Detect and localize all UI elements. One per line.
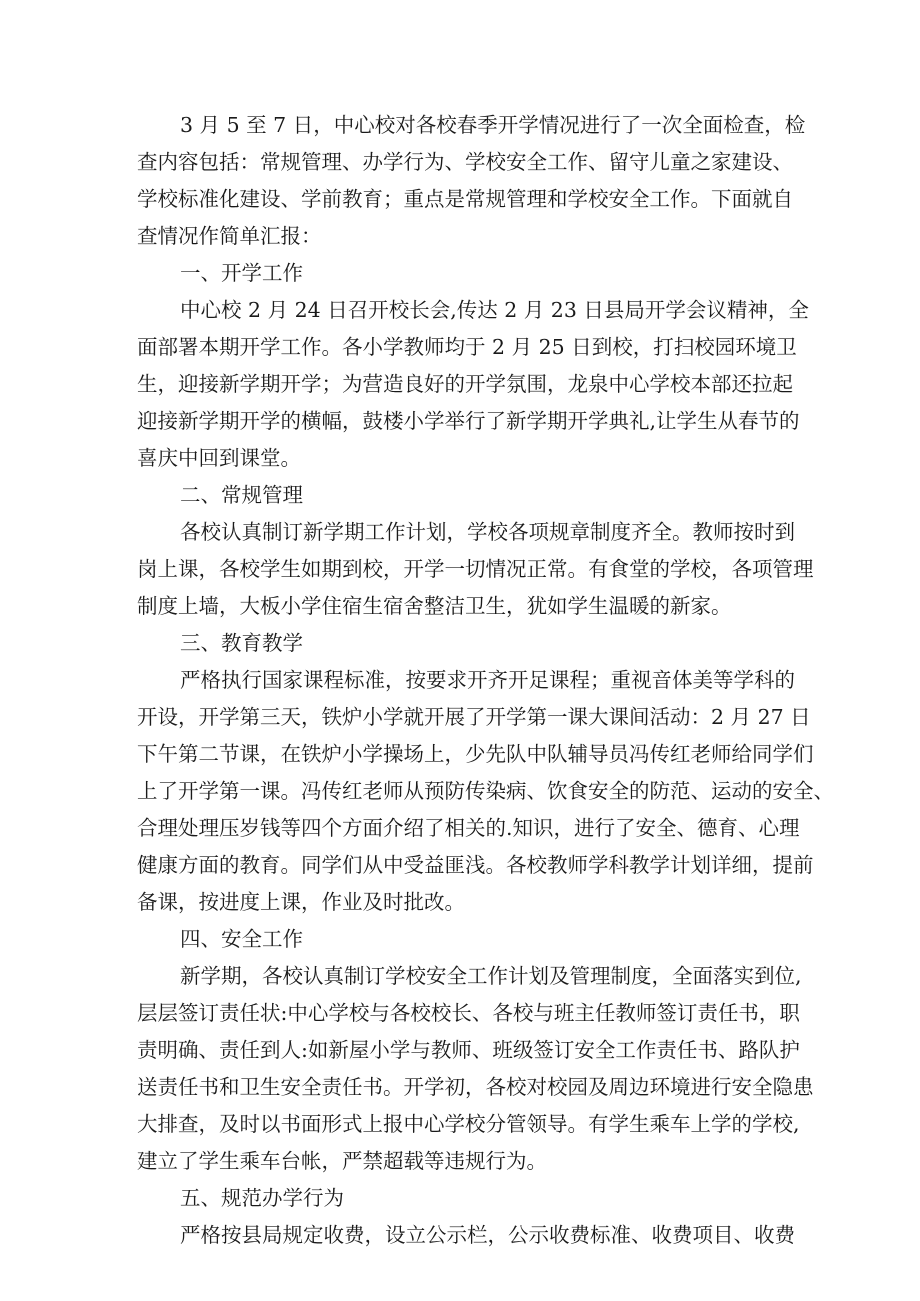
text-line: 严格执行国家课程标准，按要求开齐开足课程；重视音体美等学科的	[180, 668, 795, 692]
text-line: 送责任书和卫生安全责任书。开学初，各校对校园及周边环境进行安全隐患	[137, 1075, 814, 1099]
text-line: 学校标准化建设、学前教育；重点是常规管理和学校安全工作。下面就自	[137, 187, 793, 211]
section-heading: 三、教育教学	[180, 631, 303, 655]
text-line: 开设，开学第三天，铁炉小学就开展了开学第一课大课间活动：2 月 27 日	[137, 705, 811, 729]
text-line: 查内容包括：常规管理、办学行为、学校安全工作、留守儿童之家建设、	[137, 150, 793, 174]
text-line: 大排查，及时以书面形式上报中心学校分管领导。有学生乘车上学的学校,	[137, 1112, 800, 1136]
text-line: 3 月 5 至 7 日，中心校对各校春季开学情况进行了一次全面检查，检	[180, 113, 806, 137]
section-heading: 五、规范办学行为	[180, 1186, 344, 1210]
section-heading: 二、常规管理	[180, 483, 303, 507]
text-line: 各校认真制订新学期工作计划，学校各项规章制度齐全。教师按时到	[180, 520, 795, 544]
text-line: 合理处理压岁钱等四个方面介绍了相关的.知识，进行了安全、德育、心理	[137, 816, 800, 840]
text-line: 新学期，各校认真制订学校安全工作计划及管理制度，全面落实到位,	[180, 964, 802, 988]
text-line: 健康方面的教育。同学们从中受益匪浅。各校教师学科教学计划详细，提前	[137, 853, 814, 877]
text-line: 备课，按进度上课，作业及时批改。	[137, 890, 465, 914]
text-line: 迎接新学期开学的横幅，鼓楼小学举行了新学期开学典礼,让学生从春节的	[137, 409, 800, 433]
text-line: 严格按县局规定收费，设立公示栏，公示收费标准、收费项目、收费	[180, 1223, 795, 1247]
text-line: 上了开学第一课。冯传红老师从预防传染病、饮食安全的防范、运动的安全、	[137, 779, 834, 803]
text-line: 下午第二节课，在铁炉小学操场上，少先队中队辅导员冯传红老师给同学们	[137, 742, 814, 766]
text-line: 层层签订责任状:中心学校与各校校长、各校与班主任教师签订责任书，职	[137, 1001, 800, 1025]
section-heading: 四、安全工作	[180, 927, 303, 951]
text-line: 中心校 2 月 24 日召开校长会,传达 2 月 23 日县局开学会议精神，全	[180, 298, 809, 322]
text-line: 责明确、责任到人:如新屋小学与教师、班级签订安全工作责任书、路队护	[137, 1038, 800, 1062]
text-line: 制度上墙，大板小学住宿生宿舍整洁卫生，犹如学生温暖的新家。	[137, 594, 732, 618]
text-line: 查情况作简单汇报：	[137, 224, 322, 248]
text-line: 喜庆中回到课堂。	[137, 446, 301, 470]
text-line: 建立了学生乘车台帐，严禁超载等违规行为。	[137, 1149, 547, 1173]
text-line: 面部署本期开学工作。各小学教师均于 2 月 25 日到校，打扫校园环境卫	[137, 335, 797, 359]
section-heading: 一、开学工作	[180, 261, 303, 285]
document-page	[137, 110, 834, 1280]
text-line: 岗上课，各校学生如期到校，开学一切情况正常。有食堂的学校，各项管理	[137, 557, 814, 581]
text-line: 生，迎接新学期开学；为营造良好的开学氛围，龙泉中心学校本部还拉起	[137, 372, 793, 396]
